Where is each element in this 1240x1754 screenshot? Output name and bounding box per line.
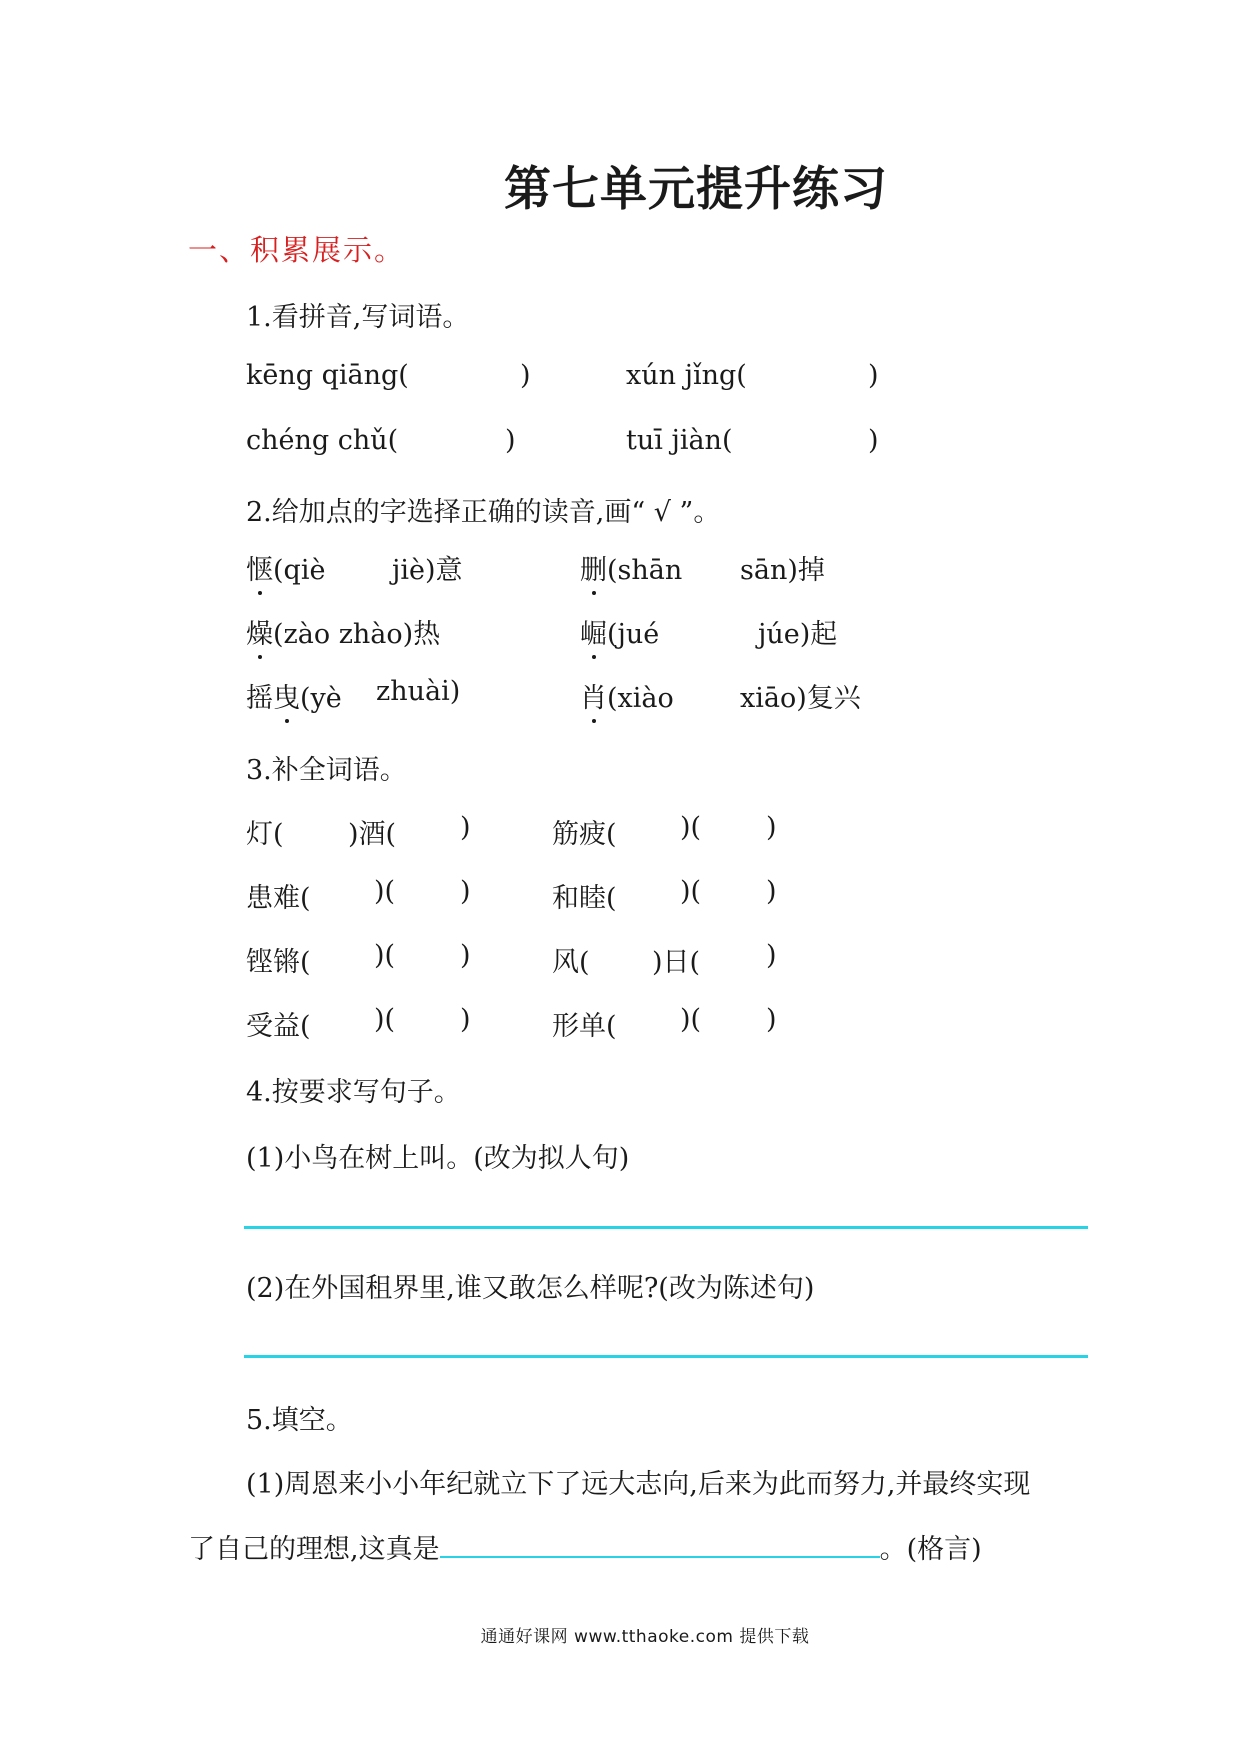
q2-row-1-left: 惬(qiè — [246, 548, 325, 587]
q4-sentence-2: (2)在外国租界里,谁又敢怎么样呢?(改为陈述句) — [246, 1273, 815, 1304]
fill-blank[interactable] — [440, 1530, 880, 1558]
dotted-char: 燥 — [246, 612, 273, 651]
q3-row-4-a: 受益( — [246, 1011, 311, 1042]
q5-paragraph-line-1: (1)周恩来小小年纪就立下了远大志向,后来为此而努力,并最终实现 — [246, 1469, 1031, 1500]
q3-row-1-e: )( — [680, 812, 702, 843]
q4-sentence-1: (1)小鸟在树上叫。(改为拟人句) — [246, 1143, 630, 1174]
q1-item-3-open: chéng chǔ( — [246, 425, 399, 456]
q3-row-3-f: ) — [766, 940, 777, 971]
q2-row-1-right-b: sān)掉 — [740, 555, 825, 586]
q3-row-2-d: 和睦( — [552, 883, 617, 914]
q3-row-2-f: ) — [766, 876, 777, 907]
q3-row-4-f: ) — [766, 1004, 777, 1035]
q3-row-3-d: 风( — [552, 947, 590, 978]
q2-row-3-left-b: zhuài) — [376, 676, 461, 707]
q3-row-1-c: ) — [460, 812, 471, 843]
q3-heading: 3.补全词语。 — [246, 755, 407, 786]
q3-row-1-a: 灯( — [246, 819, 284, 850]
q2-heading: 2.给加点的字选择正确的读音,画“ √ ”。 — [246, 497, 721, 528]
answer-line-2[interactable] — [244, 1355, 1088, 1358]
q3-row-2-a: 患难( — [246, 883, 311, 914]
q2-row-2-left: 燥(zào zhào)热 — [246, 612, 440, 651]
q3-row-3-c: ) — [460, 940, 471, 971]
q3-row-2-b: )( — [374, 876, 396, 907]
dotted-char: 曳 — [273, 676, 300, 715]
q2-row-1-right: 删(shān — [580, 548, 682, 587]
q1-item-4-open: tuī jiàn( — [626, 425, 733, 456]
q1-item-3-close: ) — [505, 425, 516, 456]
q1-item-2-close: ) — [868, 360, 879, 391]
q3-row-2-c: ) — [460, 876, 471, 907]
answer-line-1[interactable] — [244, 1226, 1088, 1229]
q1-item-2-open: xún jǐng( — [626, 360, 747, 391]
dotted-char: 肖 — [580, 676, 607, 715]
dotted-char: 惬 — [246, 548, 273, 587]
q5-paragraph-line-2: 了自己的理想,这真是 。(格言) — [188, 1527, 982, 1566]
q3-row-4-b: )( — [374, 1004, 396, 1035]
q3-row-4-c: ) — [460, 1004, 471, 1035]
dotted-char: 崛 — [580, 612, 607, 651]
q3-row-2-e: )( — [680, 876, 702, 907]
q3-row-4-d: 形单( — [552, 1011, 617, 1042]
q3-row-3-e: )日( — [652, 947, 701, 978]
q1-heading: 1.看拼音,写词语。 — [246, 302, 470, 333]
q3-row-1-b: )酒( — [348, 819, 397, 850]
q3-row-1-f: ) — [766, 812, 777, 843]
page-title: 第七单元提升练习 — [504, 162, 888, 217]
q2-row-2-right: 崛(jué — [580, 612, 659, 651]
q3-row-3-a: 铿锵( — [246, 947, 311, 978]
q2-row-3-left: 摇曳(yè — [246, 676, 342, 715]
q3-row-1-d: 筋疲( — [552, 819, 617, 850]
q4-heading: 4.按要求写句子。 — [246, 1077, 461, 1108]
footer-credit: 通通好课网 www.tthaoke.com 提供下载 — [480, 1627, 810, 1647]
q3-row-4-e: )( — [680, 1004, 702, 1035]
q5-heading: 5.填空。 — [246, 1405, 353, 1436]
q3-row-3-b: )( — [374, 940, 396, 971]
q1-item-1-close: ) — [520, 360, 531, 391]
q1-item-4-close: ) — [868, 425, 879, 456]
q2-row-3-right: 肖(xiào — [580, 676, 674, 715]
dotted-char: 删 — [580, 548, 607, 587]
q2-row-3-right-b: xiāo)复兴 — [740, 683, 861, 714]
q1-item-1-open: kēng qiāng( — [246, 360, 409, 391]
q2-row-2-right-b: júe)起 — [758, 619, 838, 650]
section-heading: 一、积累展示。 — [188, 233, 406, 267]
q2-row-1-left-b: jiè)意 — [392, 555, 463, 586]
